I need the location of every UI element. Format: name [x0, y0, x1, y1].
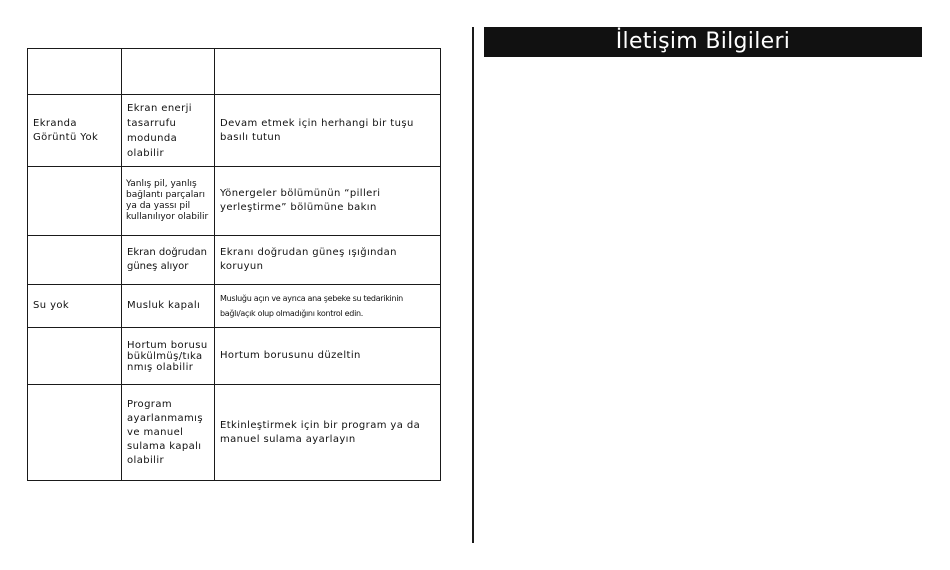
table-row	[28, 285, 441, 328]
cause-cell: Ekran doğrudan güneş alıyor	[122, 236, 215, 285]
symptom-cell	[28, 328, 122, 385]
table-row	[28, 328, 441, 385]
table-row	[28, 49, 441, 95]
remedy-cell: Hortum borusunu düzeltin	[215, 328, 441, 385]
remedy-cell: Musluğu açın ve ayrıca ana şebeke su tedarikinin bağlı/açık olup olmadığını kontrol edin.	[215, 285, 441, 328]
page-divider	[472, 27, 474, 543]
cause-cell: Hortum borusu bükülmüş/tıkanmış olabilir	[122, 328, 215, 385]
troubleshooting-table	[27, 48, 441, 481]
symptom-cell: Su yok	[28, 285, 122, 328]
remedy-cell: Etkinleştirmek için bir program ya da manuel sulama ayarlayın	[215, 385, 441, 481]
contact-section-title: İletişim Bilgileri	[484, 27, 922, 57]
symptom-cell	[28, 236, 122, 285]
remedy-cell: Yönergeler bölümünün “pilleri yerleştirme” bölümüne bakın	[215, 167, 441, 236]
cause-cell: Program ayarlanmamış ve manuel sulama kapalı olabilir	[122, 385, 215, 481]
cause-cell: Yanlış pil, yanlış bağlantı parçaları ya da yassı pil kullanılıyor olabilir	[122, 167, 215, 236]
symptom-cell	[28, 167, 122, 236]
table-row	[28, 167, 441, 236]
remedy-cell: Ekranı doğrudan güneş ışığından koruyun	[215, 236, 441, 285]
remedy-cell: Devam etmek için herhangi bir tuşu basılı tutun	[215, 95, 441, 167]
table-row	[28, 236, 441, 285]
symptom-cell: Ekranda Görüntü Yok	[28, 95, 122, 167]
cause-cell	[122, 49, 215, 95]
cause-cell: Ekran enerji tasarrufu modunda olabilir	[122, 95, 215, 167]
symptom-cell	[28, 385, 122, 481]
troubleshooting-page	[0, 0, 470, 570]
symptom-cell	[28, 49, 122, 95]
table-row	[28, 95, 441, 167]
remedy-cell	[215, 49, 441, 95]
table-row	[28, 385, 441, 481]
cause-cell: Musluk kapalı	[122, 285, 215, 328]
